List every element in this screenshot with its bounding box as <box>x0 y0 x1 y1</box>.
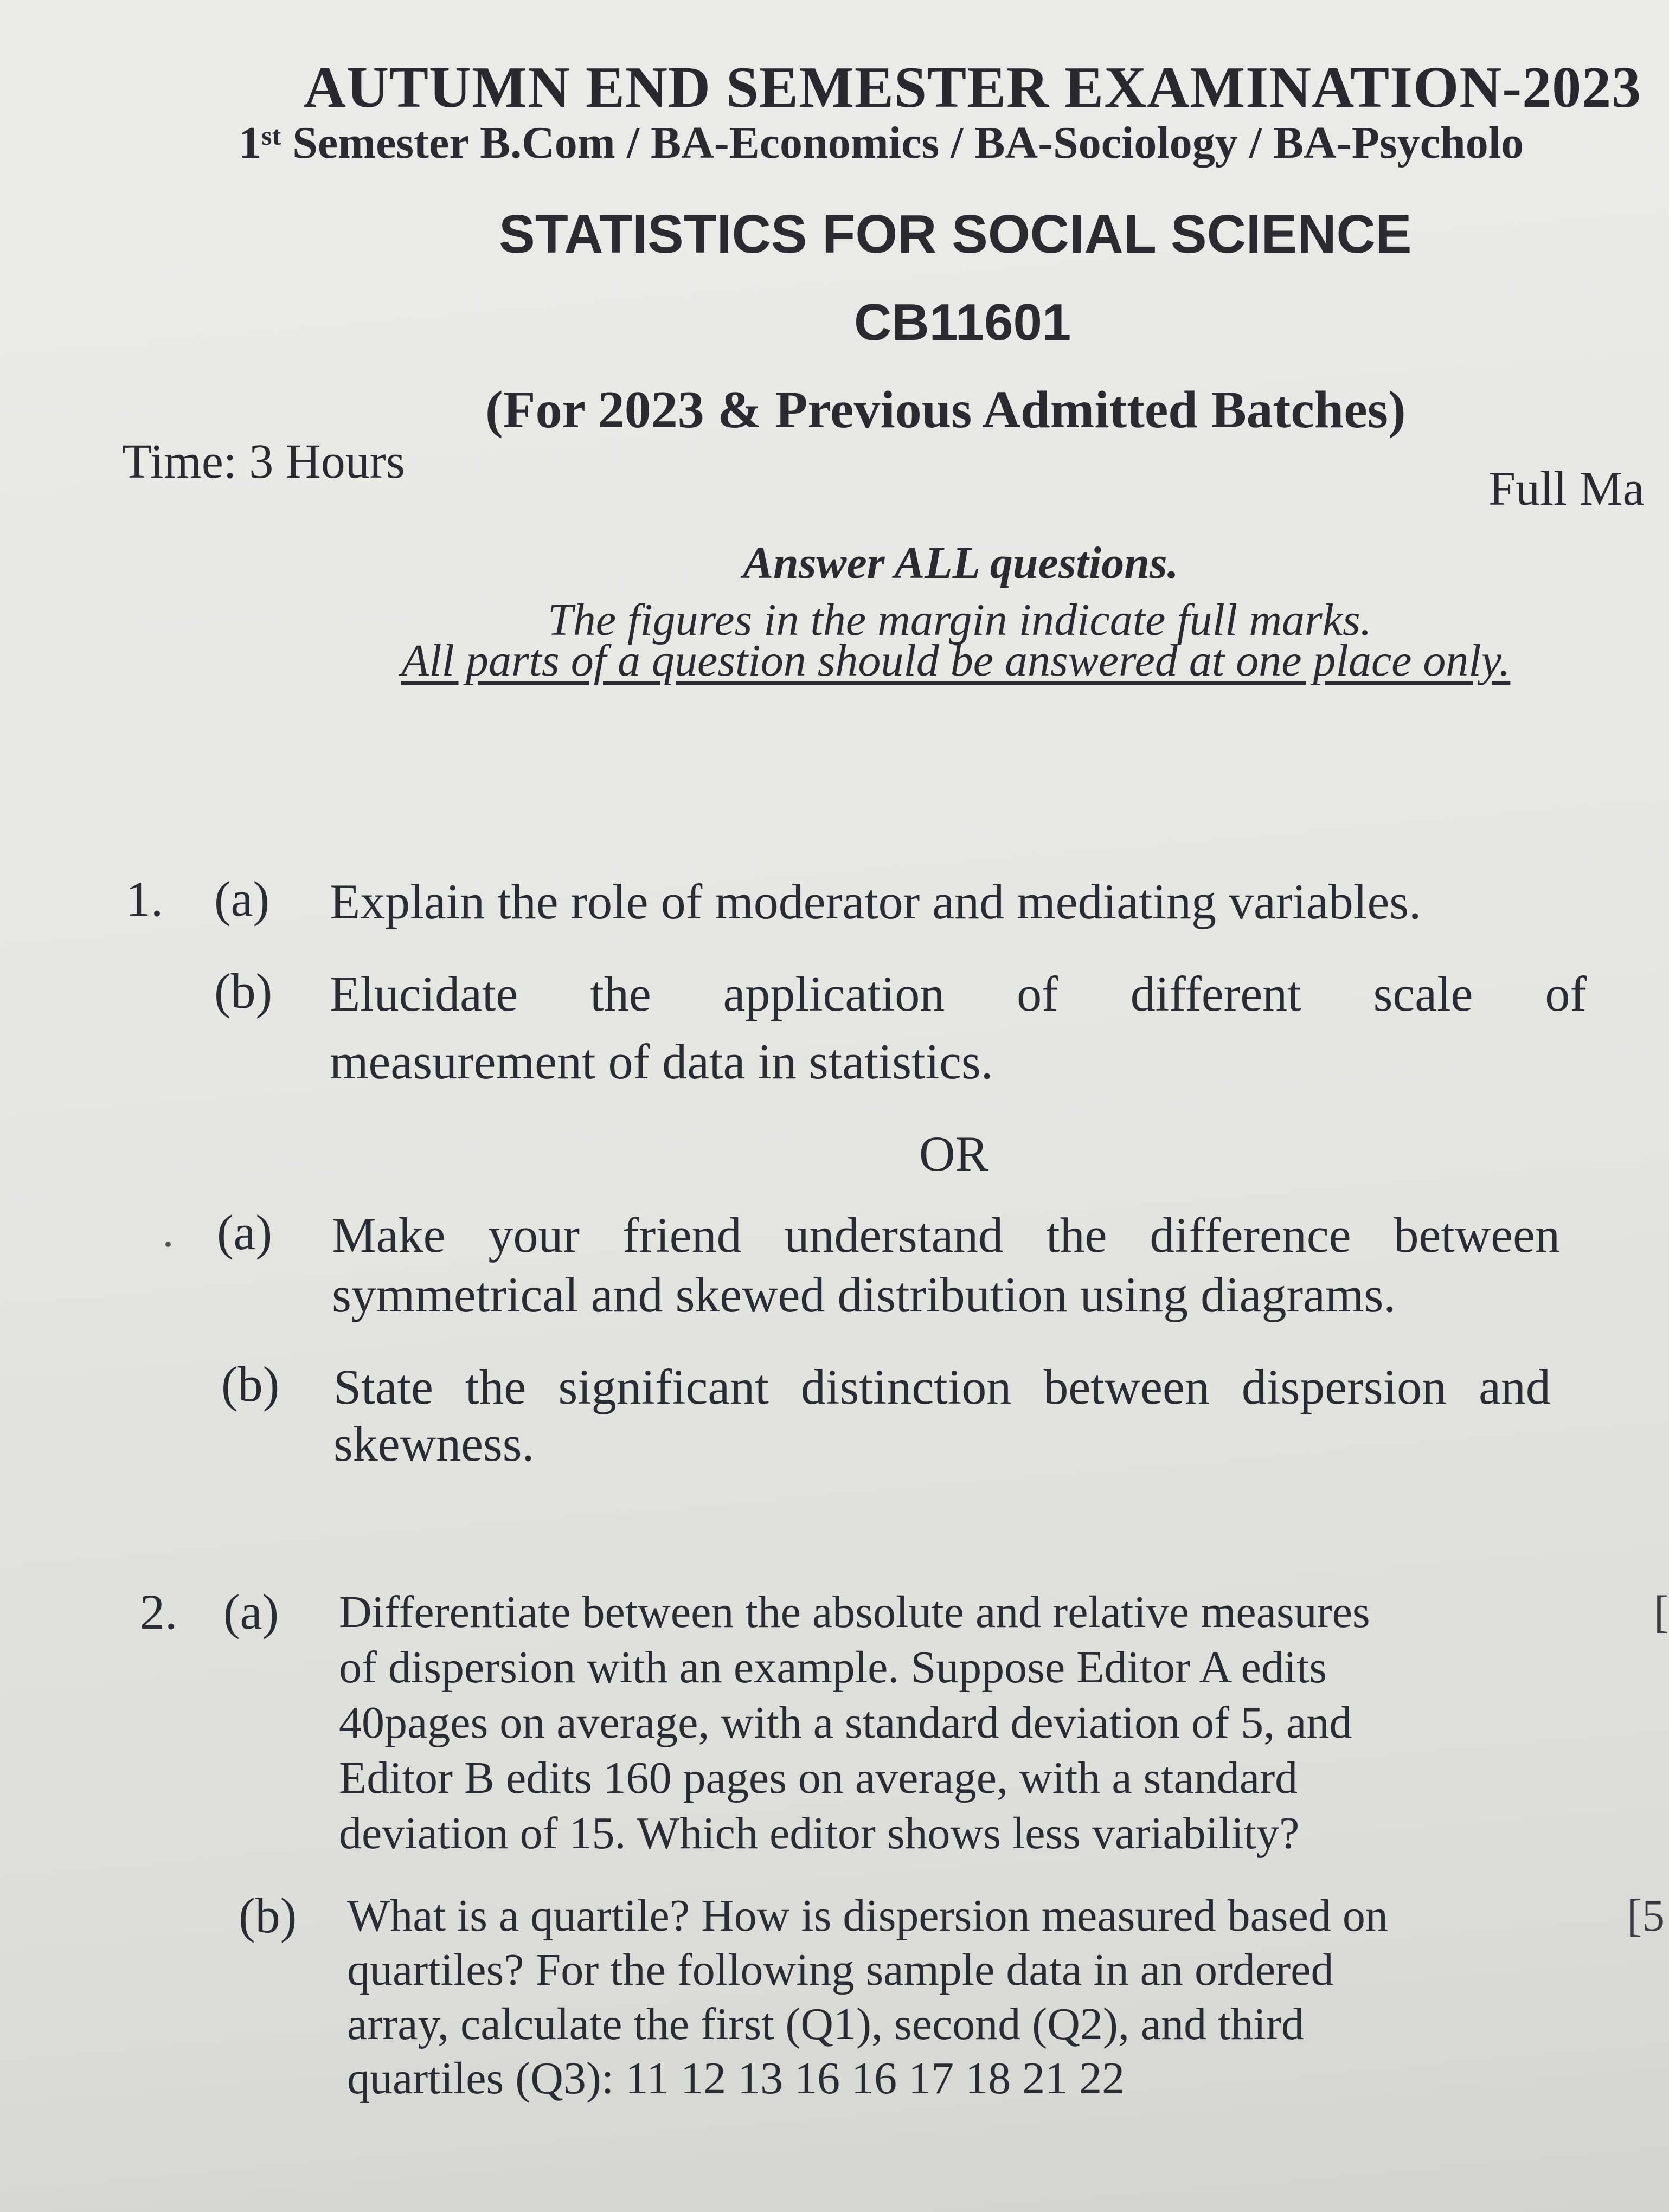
word: understand <box>784 1207 1004 1263</box>
word: the <box>590 966 651 1021</box>
semester-superscript: st <box>261 120 281 151</box>
question-2b-line-1: What is a quartile? How is dispersion measured based on <box>347 1891 1388 1941</box>
word: of <box>1545 966 1587 1021</box>
question-2a-line-2: of dispersion with an example. Suppose Editor A edits <box>339 1642 1327 1693</box>
full-marks: Full Ma <box>1488 462 1645 516</box>
semester-number: 1 <box>239 118 261 168</box>
semester-programs: Semester B.Com / BA-Economics / BA-Sociology / BA-Psycholo <box>281 118 1524 168</box>
question-2a-marks: [ <box>1654 1587 1669 1637</box>
word: State <box>333 1359 433 1414</box>
question-1a-label: (a) <box>214 871 270 927</box>
word: significant <box>558 1359 769 1414</box>
bullet-mark <box>165 1242 171 1247</box>
question-2a-line-4: Editor B edits 160 pages on average, with a standard <box>339 1753 1298 1803</box>
question-2a-line-5: deviation of 15. Which editor shows less variability? <box>339 1808 1300 1859</box>
instruction-margin-marks: The figures in the margin indicate full marks. <box>548 595 1372 645</box>
question-1-alt-a-line-1 <box>332 1206 1560 1264</box>
question-2a-line-3: 40pages on average, with a standard deviation of 5, and <box>339 1697 1352 1748</box>
question-1a-text: Explain the role of moderator and mediating variables. <box>330 874 1422 929</box>
or-separator: OR <box>919 1126 988 1181</box>
question-2b-label: (b) <box>239 1888 297 1943</box>
semester-line <box>239 117 1524 169</box>
word: your <box>488 1207 580 1263</box>
question-2-number: 2. <box>140 1584 177 1639</box>
word: different <box>1130 966 1301 1021</box>
word: Elucidate <box>330 966 518 1021</box>
batches-note: (For 2023 & Previous Admitted Batches) <box>485 381 1406 439</box>
question-2a-label: (a) <box>223 1584 279 1639</box>
word: difference <box>1150 1207 1351 1263</box>
question-1-number: 1. <box>126 871 163 927</box>
word: of <box>1017 966 1058 1021</box>
question-2b-line-2: quartiles? For the following sample data in an ordered <box>347 1945 1334 1995</box>
question-2b-line-3: array, calculate the first (Q1), second (Q2), and third <box>347 1999 1304 2049</box>
word: between <box>1043 1359 1210 1414</box>
question-1b-line-1 <box>330 965 1587 1023</box>
question-1-alt-a-line-2: symmetrical and skewed distribution using diagrams. <box>332 1267 1396 1322</box>
word: application <box>723 966 945 1021</box>
question-2a-line-1: Differentiate between the absolute and relative measures <box>339 1587 1370 1637</box>
exam-title: AUTUMN END SEMESTER EXAMINATION-2023 <box>304 55 1642 120</box>
word: distinction <box>800 1359 1012 1414</box>
course-code: CB11601 <box>854 293 1071 351</box>
word: friend <box>622 1207 742 1263</box>
question-2b-marks: [5 <box>1627 1891 1665 1941</box>
question-1b-line-2: measurement of data in statistics. <box>330 1034 993 1089</box>
word: dispersion <box>1241 1359 1447 1414</box>
time-allowed: Time: 3 Hours <box>122 435 405 488</box>
question-1b-label: (b) <box>214 963 273 1019</box>
instruction-one-place: All parts of a question should be answered at one place only. <box>401 635 1511 686</box>
word: the <box>465 1359 527 1414</box>
word: the <box>1046 1207 1107 1263</box>
word: scale <box>1373 966 1473 1021</box>
subject-title: STATISTICS FOR SOCIAL SCIENCE <box>499 204 1412 265</box>
instruction-answer-all: Answer ALL questions. <box>743 538 1179 588</box>
question-1-alt-b-label: (b) <box>221 1356 280 1412</box>
word: and <box>1479 1359 1551 1414</box>
question-1-alt-b-line-2: skewness. <box>333 1416 535 1471</box>
question-2b-line-4: quartiles (Q3): 11 12 13 16 16 17 18 21 22 <box>347 2053 1125 2104</box>
question-1-alt-b-line-1 <box>333 1358 1551 1416</box>
word: between <box>1394 1207 1560 1263</box>
question-1-alt-a-label: (a) <box>217 1205 273 1260</box>
word: Make <box>332 1207 446 1263</box>
